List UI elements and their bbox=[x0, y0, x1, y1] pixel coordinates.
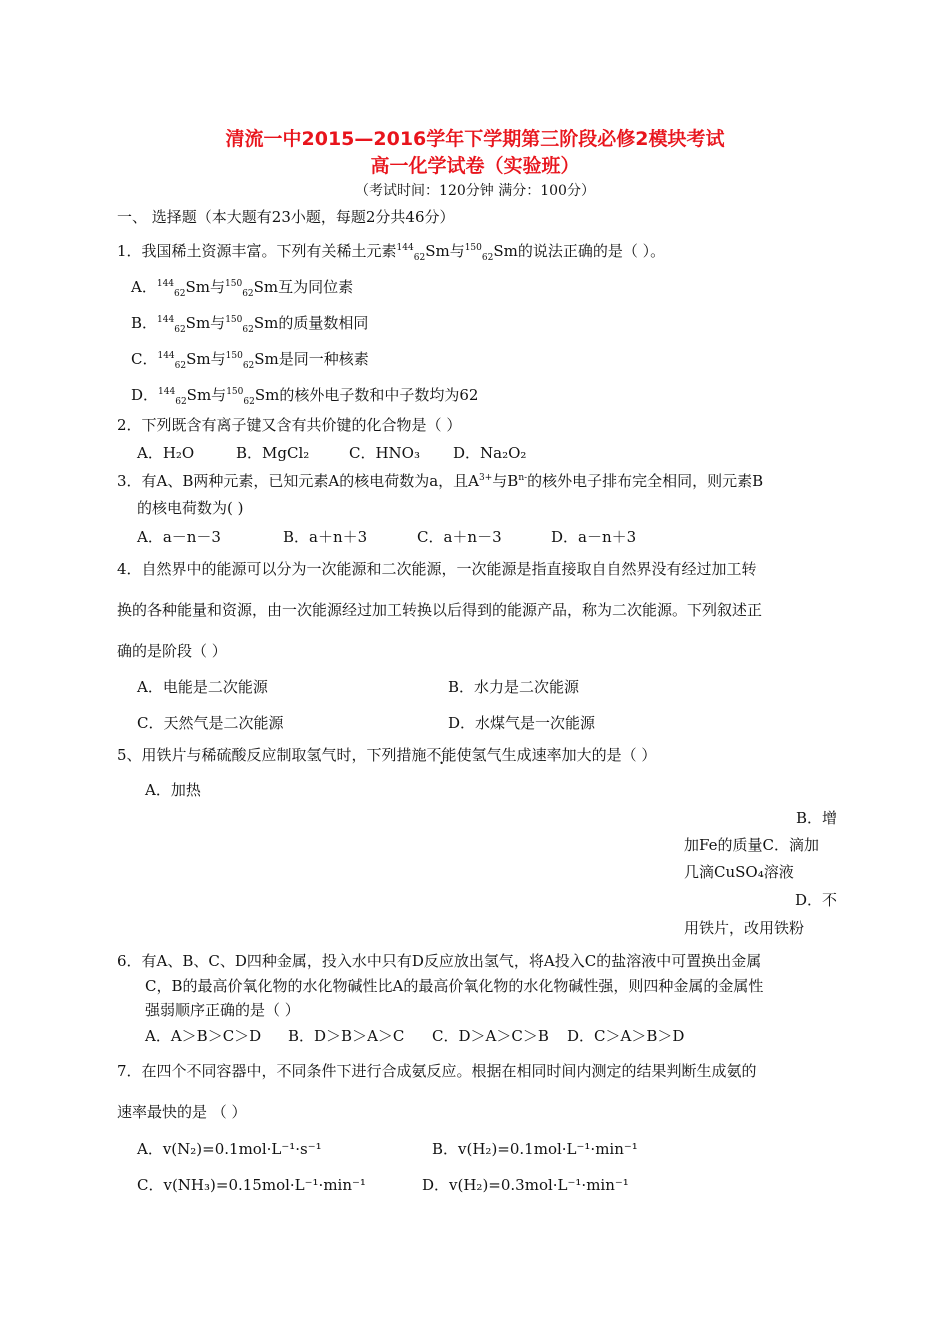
question-1-stem: 1．我国稀土资源丰富。下列有关稀土元素$^{144}_{62}$Sm与$^{150}_{62}$Sm的说法正确的是（ ）。 bbox=[117, 242, 666, 263]
question-3-option-a: A．a－n－3 bbox=[137, 528, 221, 546]
question-1-option-d: D．$^{144}_{62}$Sm与$^{150}_{62}$Sm的核外电子数和中子数均为62 bbox=[131, 386, 479, 407]
question-7-line1: 7．在四个不同容器中，不同条件下进行合成氨反应。根据在相同时间内测定的结果判断生成氨的 bbox=[117, 1062, 757, 1080]
question-6-option-b: B．D＞B＞A＞C bbox=[288, 1027, 405, 1045]
question-3-option-d: D．a－n＋3 bbox=[551, 528, 637, 546]
question-1-option-c: C．$^{144}_{62}$Sm与$^{150}_{62}$Sm是同一种核素 bbox=[131, 350, 369, 371]
question-7-option-d: D．v(H₂)=0.3mol·L⁻¹·min⁻¹ bbox=[422, 1176, 629, 1194]
question-3-option-c: C．a＋n－3 bbox=[417, 528, 502, 546]
question-6-option-a: A．A＞B＞C＞D bbox=[145, 1027, 262, 1045]
question-7-option-b: B．v(H₂)=0.1mol·L⁻¹·min⁻¹ bbox=[432, 1140, 638, 1158]
exam-info: （考试时间：120分钟 满分：100分） bbox=[355, 183, 595, 199]
question-3-stem: 3．有A、B两种元素，已知元素A的核电荷数为a，且$A^{3+}$与$B^{n-}$的核外电子排布完全相同，则元素B bbox=[117, 472, 764, 490]
question-4-option-a: A．电能是二次能源 bbox=[137, 678, 268, 696]
question-5-option-b-label: B．增 bbox=[795, 809, 837, 827]
section-heading: 一、 选择题（本大题有23小题，每题2分共46分） bbox=[117, 208, 455, 226]
question-4-line3: 确的是阶段（ ） bbox=[117, 642, 227, 660]
question-1-option-b: B．$^{144}_{62}$Sm与$^{150}_{62}$Sm的质量数相同 bbox=[131, 314, 369, 335]
question-4-line1: 4．自然界中的能源可以分为一次能源和二次能源，一次能源是指直接取自自然界没有经过加工转 bbox=[117, 560, 757, 578]
question-6-line2: C，B的最高价氧化物的水化物碱性比A的最高价氧化物的水化物碱性强，则四种金属的金属性 bbox=[145, 977, 764, 995]
question-6-line3: 强弱顺序正确的是（ ） bbox=[145, 1001, 300, 1019]
question-2-option-c: C．HNO₃ bbox=[349, 444, 420, 462]
question-6-line1: 6．有A、B、C、D四种金属，投入水中只有D反应放出氢气，将A投入C的盐溶液中可置换出金属 bbox=[117, 952, 762, 970]
question-4-option-b: B．水力是二次能源 bbox=[448, 678, 580, 696]
question-5-option-a: A．加热 bbox=[145, 781, 201, 799]
question-1-option-a: A．$^{144}_{62}$Sm与$^{150}_{62}$Sm互为同位素 bbox=[131, 278, 354, 299]
question-4-option-c: C．天然气是二次能源 bbox=[137, 714, 284, 732]
question-5-option-b-c-text: 加Fe的质量C．滴加 bbox=[684, 836, 819, 854]
question-6-option-d: D．C＞A＞B＞D bbox=[567, 1027, 685, 1045]
question-7-line2: 速率最快的是 （ ） bbox=[117, 1103, 247, 1121]
question-4-option-d: D．水煤气是一次能源 bbox=[448, 714, 596, 732]
question-3-stem-line2: 的核电荷数为( ) bbox=[137, 499, 244, 517]
question-4-line2: 换的各种能量和资源，由一次能源经过加工转换以后得到的能源产品，称为二次能源。下列叙述正 bbox=[117, 601, 763, 619]
exam-title-line1: 清流一中2015—2016学年下学期第三阶段必修2模块考试 bbox=[225, 128, 725, 150]
exam-title-line2: 高一化学试卷（实验班） bbox=[370, 155, 580, 177]
question-2-option-d: D．Na₂O₂ bbox=[453, 444, 527, 462]
question-5-option-c-text: 几滴CuSO₄溶液 bbox=[684, 863, 794, 881]
question-3-option-b: B．a＋n＋3 bbox=[283, 528, 368, 546]
question-2-stem: 2．下列既含有离子键又含有共价键的化合物是（ ） bbox=[117, 416, 462, 434]
question-7-option-a: A．v(N₂)=0.1mol·L⁻¹·s⁻¹ bbox=[137, 1140, 322, 1158]
question-2-option-a: A．H₂O bbox=[137, 444, 195, 462]
question-7-option-c: C．v(NH₃)=0.15mol·L⁻¹·min⁻¹ bbox=[137, 1176, 366, 1194]
question-5-option-d-label: D．不 bbox=[794, 891, 837, 909]
question-2-option-b: B．MgCl₂ bbox=[236, 444, 310, 462]
question-5-stem: 5、用铁片与稀硫酸反应制取氢气时，下列措施不能使氢气生成速率加大的是（ ） bbox=[117, 746, 657, 764]
question-5-option-d-text: 用铁片，改用铁粉 bbox=[684, 919, 805, 937]
question-6-option-c: C．D＞A＞C＞B bbox=[432, 1027, 549, 1045]
emphasis-not-can: 不能 bbox=[426, 746, 457, 764]
